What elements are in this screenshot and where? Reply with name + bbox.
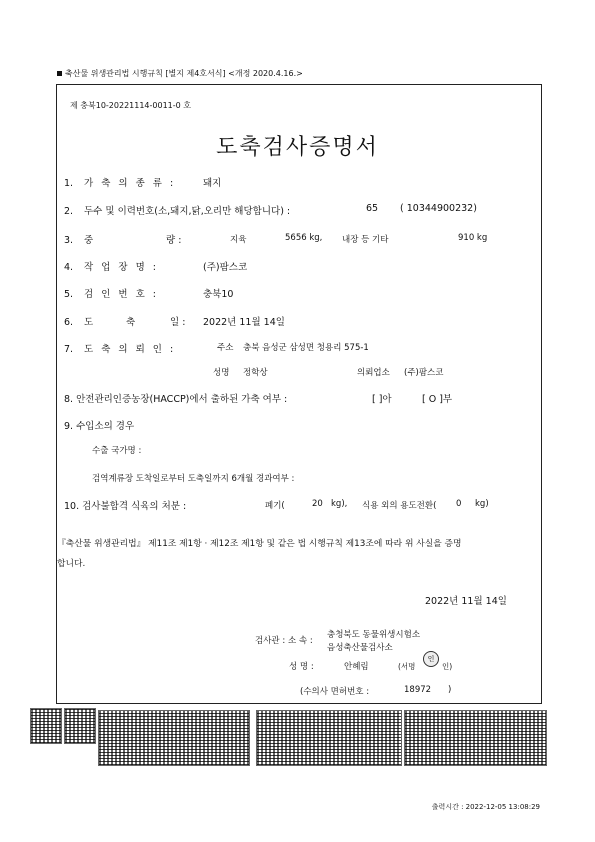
conversion-label: 식용 외의 용도전환( [362, 501, 437, 511]
license-label: (수의사 면허번호 : [300, 687, 370, 697]
issue-date: 2022년 11월 14일 [425, 596, 507, 607]
trace-number-value: ( 10344900232) [400, 203, 477, 214]
client-label: 의뢰업소 [357, 368, 390, 378]
address-value: 충북 음성군 삼성면 청용리 575-1 [243, 343, 369, 353]
row-requester: 7. 도 축 의 뢰 인 : [64, 344, 176, 355]
signature-open: (서명 [398, 662, 416, 671]
slaughter-label-mid: 축 [126, 317, 136, 328]
row-weight: 3. 중 [64, 235, 94, 246]
inspector-name-label: 성 명 : [289, 662, 314, 672]
row-workplace: 4. 작 업 장 명 : [64, 262, 159, 273]
conversion-value: 0 [456, 499, 462, 509]
security-barcode-strip [256, 710, 402, 766]
carcass-weight-value: 5656 kg, [285, 233, 323, 243]
requester-name-label: 성명 [213, 368, 230, 378]
livestock-type-value: 돼지 [203, 178, 222, 189]
form-caption: 축산물 위생관리법 시행규칙 [별지 제4호서식] <개정 2020.4.16.> [57, 68, 303, 79]
conversion-unit: kg) [475, 499, 489, 509]
offal-weight-value: 910 kg [458, 233, 488, 243]
carcass-label: 지육 [230, 235, 247, 245]
row-haccp: 8. 안전관리인증농장(HACCP)에서 출하된 가축 여부 : [64, 394, 288, 405]
haccp-yes-checkbox: [ O ]부 [422, 394, 453, 405]
row-slaughter-date: 6. 도 [64, 317, 94, 328]
official-seal-icon: 인 [423, 651, 439, 667]
qr-code-icon [64, 708, 96, 744]
signature-close: 인) [442, 662, 453, 671]
quarantine-period-label: 검역계류장 도착일로부터 도축일까지 6개월 경과여부 : [92, 474, 295, 484]
inspector-role-label: 검사관 : [255, 636, 286, 646]
slaughter-date-value: 2022년 11월 14일 [203, 317, 285, 328]
license-close: ) [448, 685, 452, 695]
address-label: 주소 [217, 343, 234, 353]
client-value: (주)팜스코 [404, 368, 444, 378]
stamp-number-value: 충북10 [203, 289, 234, 300]
inspector-org-2: 음성축산물검사소 [327, 643, 393, 653]
haccp-no-checkbox: [ ]아 [372, 394, 392, 405]
row-head-count: 2. 두수 및 이력번호(소,돼지,닭,오리만 해당합니다) : [64, 206, 291, 217]
discard-value: 20 [312, 499, 323, 509]
registration-number: 제 충북10-20221114-0011-0 호 [70, 101, 192, 110]
offal-label: 내장 등 기타 [342, 235, 389, 245]
discard-label: 폐기( [265, 501, 285, 511]
row-disposal: 10. 검사불합격 식육의 처분 : [64, 501, 187, 512]
discard-unit: kg), [331, 499, 348, 509]
row-livestock-type: 1. 가 축 의 종 류 : [64, 178, 176, 189]
slaughter-label-end: 일 : [170, 317, 186, 328]
security-barcode-strip [404, 710, 547, 766]
statement-line-1: 『축산물 위생관리법』 제11조 제1항 · 제12조 제1항 및 같은 법 시행규칙 제13조에 따라 위 사실을 증명 [57, 539, 462, 549]
requester-name-value: 정학상 [243, 368, 268, 378]
square-bullet-icon [57, 71, 62, 76]
weight-label-end: 량 : [166, 235, 182, 246]
export-country-label: 수출 국가명 : [92, 446, 142, 456]
inspector-name-value: 안혜림 [344, 662, 369, 672]
print-timestamp: 출력시간 : 2022-12-05 13:08:29 [431, 803, 540, 811]
row-import: 9. 수입소의 경우 [64, 421, 135, 432]
workplace-value: (주)팜스코 [203, 262, 248, 273]
inspector-org-1: 충청북도 동물위생시험소 [327, 630, 421, 640]
head-count-value: 65 [366, 203, 379, 214]
inspector-org-label: 소 속 : [288, 636, 313, 646]
page-title: 도축검사증명서 [216, 135, 379, 160]
statement-line-2: 합니다. [57, 559, 86, 569]
security-barcode-strip [98, 710, 250, 766]
license-value: 18972 [404, 685, 432, 695]
row-stamp-number: 5. 검 인 번 호 : [64, 289, 159, 300]
qr-code-icon [30, 708, 62, 744]
